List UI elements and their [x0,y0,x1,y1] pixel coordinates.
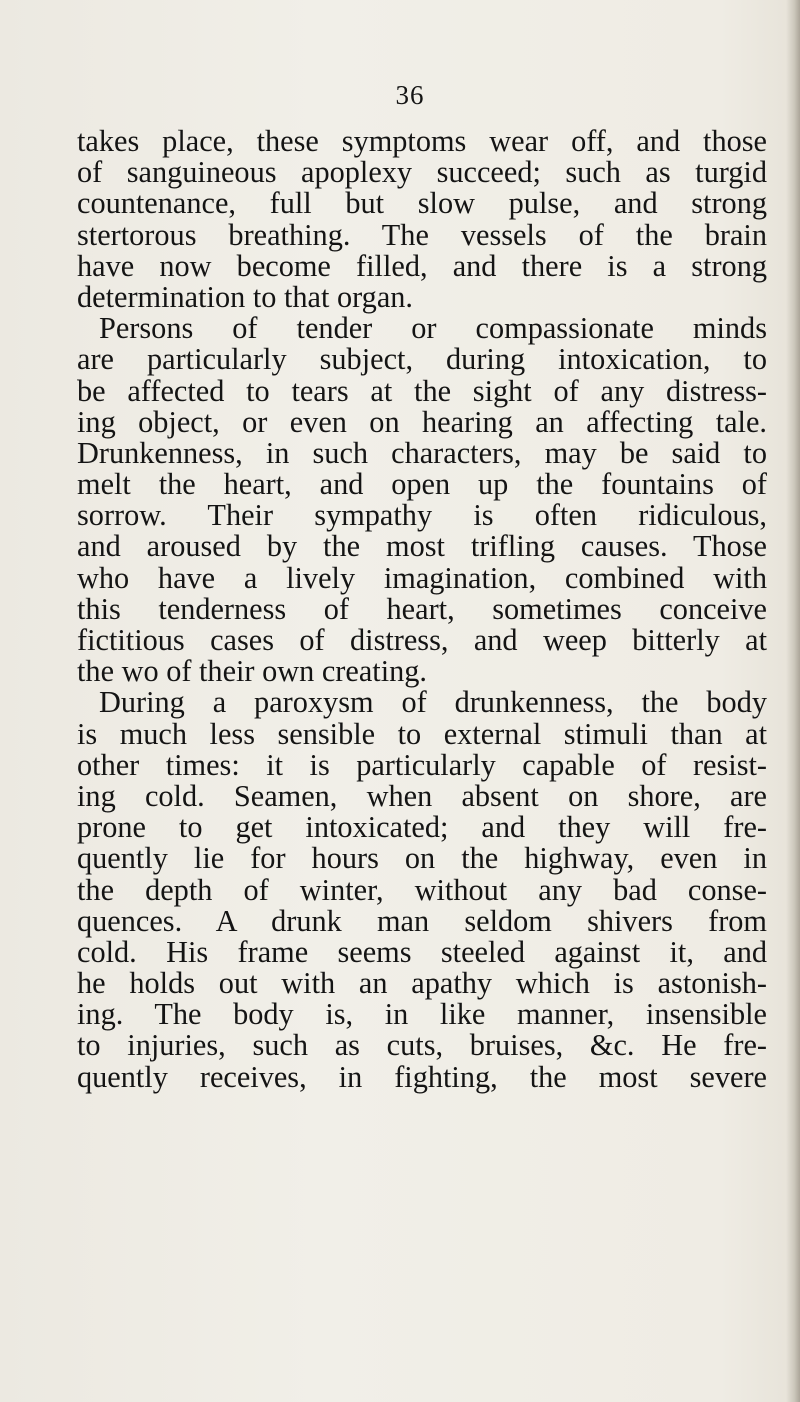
text-line: Persons of tender or compassionate minds [99,311,767,346]
text-line: this tenderness of heart, sometimes conceive [77,591,767,626]
text-line: have now become filled, and there is a strong [77,248,767,283]
text-line: prone to get intoxicated; and they will fre- [77,810,767,845]
text-line: stertorous breathing. The vessels of the brain [77,217,767,252]
text-line: countenance, full but slow pulse, and strong [77,186,767,221]
text-line: ing. The body is, in like manner, insensible [77,997,767,1032]
page-number: 36 [395,80,425,110]
text-line: quently receives, in fighting, the most severe [77,1059,767,1094]
text-line: the wo of their own creating. [77,654,427,689]
text-line: sorrow. Their sympathy is often ridiculous, [77,498,767,533]
text-line: Drunkenness, in such characters, may be said to [77,435,767,470]
text-line: melt the heart, and open up the fountains of [77,467,767,502]
text-line: are particularly subject, during intoxication, to [77,342,767,377]
text-line: determination to that organ. [77,279,413,314]
text-line: quences. A drunk man seldom shivers from [77,903,767,938]
text-line: and aroused by the most trifling causes. Those [77,529,767,564]
text-line: to injuries, such as cuts, bruises, &c. He fre- [77,1028,767,1063]
text-line: ing cold. Seamen, when absent on shore, are [77,778,767,813]
text-line: who have a lively imagination, combined with [77,560,767,595]
text-line: the depth of winter, without any bad conse- [77,872,767,907]
text-line: takes place, these symptoms wear off, and those [77,124,767,158]
text-line: is much less sensible to external stimuli than at [77,716,767,751]
text-line: During a paroxysm of drunkenness, the body [99,685,767,720]
body-text [77,126,767,1093]
text-line: ing object, or even on hearing an affecting tale. [77,404,767,439]
text-line: quently lie for hours on the highway, even in [77,841,767,876]
text-line: he holds out with an apathy which is astonish- [77,966,767,1001]
text-line: be affected to tears at the sight of any distress- [77,373,767,408]
text-line: cold. His frame seems steeled against it, and [77,934,767,969]
text-line: fictitious cases of distress, and weep bitterly at [77,623,767,657]
text-line: of sanguineous apoplexy succeed; such as turgid [77,155,767,190]
text-line: other times: it is particularly capable of resist- [77,747,767,782]
page-edge-shadow [786,0,800,1402]
